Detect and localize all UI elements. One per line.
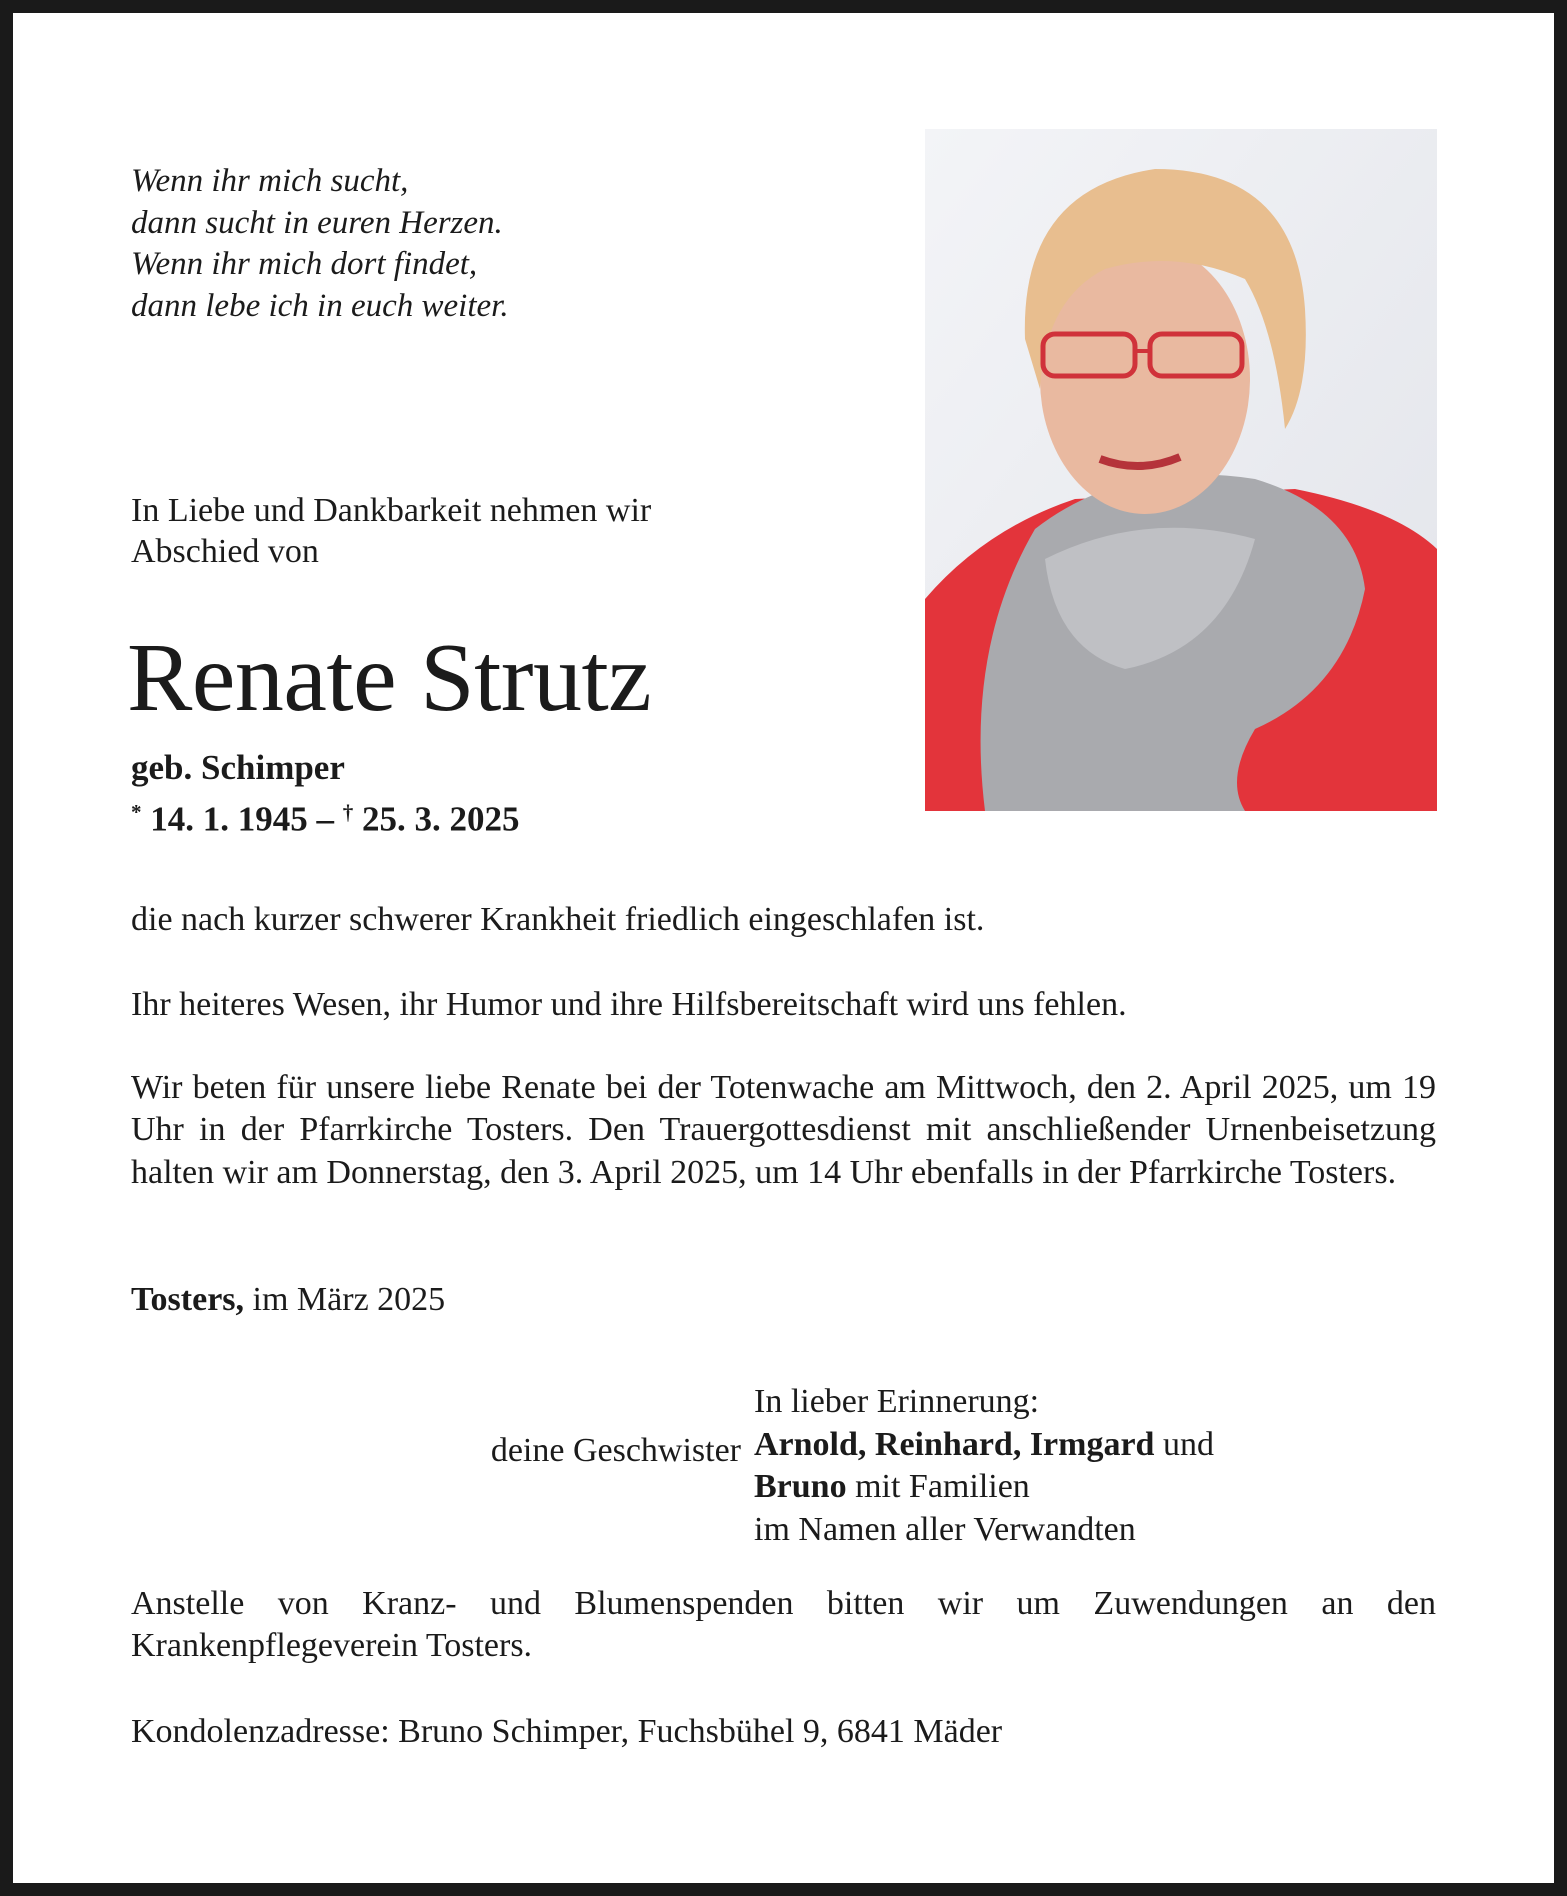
condolence-address: Kondolenzadresse: Bruno Schimper, Fuchsbühel 9, 6841 Mäder: [131, 1713, 1003, 1750]
portrait-photo: [925, 129, 1437, 811]
poem: [131, 161, 509, 327]
families-text: mit Familien: [855, 1468, 1030, 1505]
poem-line: Wenn ihr mich dort findet,: [131, 246, 478, 282]
poem-line: dann lebe ich in euch weiter.: [131, 287, 509, 324]
sibling-name-bruno: Bruno: [754, 1468, 847, 1505]
poem-line: dann sucht in euren Herzen.: [131, 204, 503, 241]
star-symbol: *: [131, 800, 142, 824]
signature-prefix: deine Geschwister: [490, 1432, 741, 1469]
paragraph-2: Ihr heiteres Wesen, ihr Humor und ihre Hilfsbereitschaft wird uns fehlen.: [131, 986, 1127, 1023]
donation-note: Anstelle von Kranz- und Blumenspenden bitten wir um Zuwendungen an den Krankenpflegeverein Tosters.: [131, 1585, 1436, 1665]
birth-date: 14. 1. 1945: [150, 799, 308, 839]
place-date: [131, 1279, 445, 1321]
intro-line: Abschied von: [131, 533, 319, 570]
cross-symbol: †: [342, 800, 354, 824]
life-dates: [131, 790, 520, 842]
place-month: im März 2025: [252, 1281, 446, 1318]
obituary-page: [13, 13, 1554, 1883]
intro-text: [131, 490, 651, 572]
deceased-name: Renate Strutz: [127, 624, 652, 732]
birth-info: [131, 746, 520, 842]
signature-heading: In lieber Erinnerung:: [754, 1383, 1040, 1420]
paragraph-3: Wir beten für unsere liebe Renate bei der Totenwache am Mittwoch, den 2. April 2025, um 19 Uhr in der Pfarrkirche Tosters. Den Trauergottesdienst mit anschließender Urnenbeisetzung halten wir am Donnerstag, den 3. April 2025, um 14 Uhr ebenfalls in der Pfarrkirche Tosters.: [131, 1069, 1436, 1191]
poem-line: Wenn ihr mich sucht,: [131, 163, 409, 199]
relatives-text: im Namen aller Verwandten: [754, 1510, 1136, 1548]
sibling-names: Arnold, Reinhard, Irmgard: [754, 1425, 1155, 1463]
signature-last-line: [754, 1466, 1214, 1509]
dash: –: [316, 799, 334, 839]
paragraph-1: die nach kurzer schwerer Krankheit friedlich eingeschlafen ist.: [131, 901, 985, 938]
signature-block: [754, 1381, 1214, 1551]
death-date: 25. 3. 2025: [362, 799, 520, 839]
and-word: und: [1162, 1425, 1214, 1463]
birth-name: geb. Schimper: [131, 748, 345, 787]
portrait-icon: [925, 129, 1437, 811]
intro-line: In Liebe und Dankbarkeit nehmen wir: [131, 492, 652, 529]
place-town: Tosters,: [131, 1281, 245, 1318]
signature-names-line: [754, 1424, 1214, 1467]
